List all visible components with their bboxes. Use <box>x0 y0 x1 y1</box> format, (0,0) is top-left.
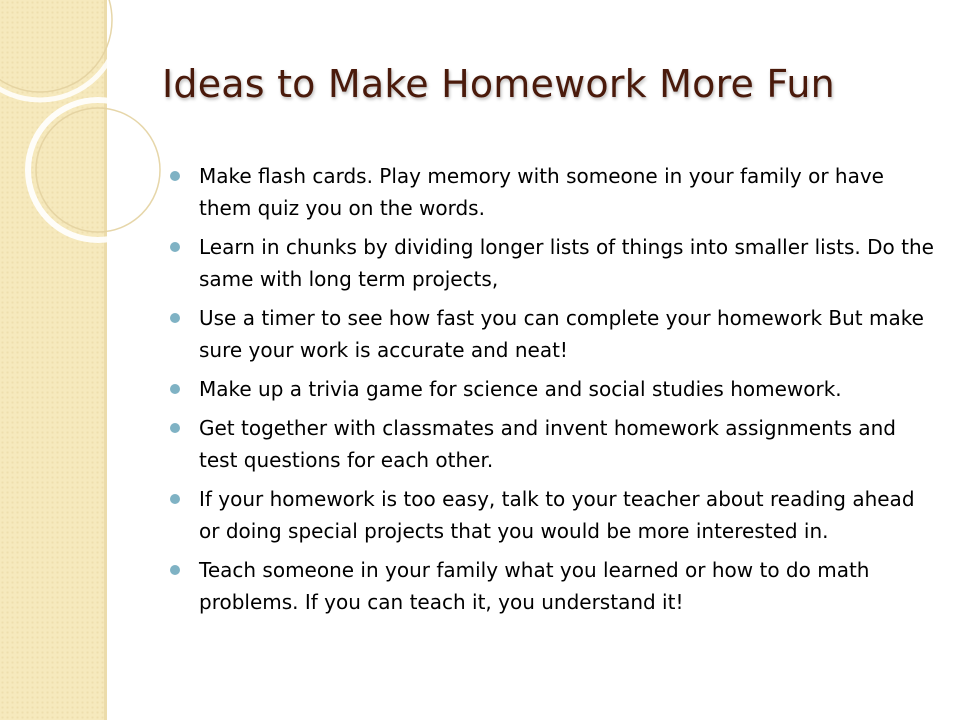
bullet-dot-icon <box>170 313 180 323</box>
list-item <box>170 302 940 366</box>
bullet-text: Make flash cards. Play memory with someone in your family or have them quiz you on the words. <box>199 164 884 220</box>
bullet-list <box>170 160 940 625</box>
bullet-text: If your homework is too easy, talk to your teacher about reading ahead or doing special projects that you would be more interested in. <box>199 487 915 543</box>
list-item <box>170 554 940 618</box>
bullet-text: Use a timer to see how fast you can complete your homework But make sure your work is accurate and neat! <box>199 306 924 362</box>
bullet-dot-icon <box>170 171 180 181</box>
list-item <box>170 231 940 295</box>
bullet-dot-icon <box>170 423 180 433</box>
bullet-dot-icon <box>170 384 180 394</box>
bullet-dot-icon <box>170 242 180 252</box>
bullet-text: Make up a trivia game for science and social studies homework. <box>199 377 842 401</box>
list-item <box>170 412 940 476</box>
list-item <box>170 483 940 547</box>
list-item <box>170 160 940 224</box>
bullet-dot-icon <box>170 494 180 504</box>
bullet-dot-icon <box>170 565 180 575</box>
bullet-text: Learn in chunks by dividing longer lists of things into smaller lists. Do the same with long term projects, <box>199 235 934 291</box>
slide-title: Ideas to Make Homework More Fun <box>162 62 835 106</box>
list-item <box>170 373 940 405</box>
decorative-circles-ornament <box>0 0 180 260</box>
bullet-text: Teach someone in your family what you learned or how to do math problems. If you can teach it, you understand it! <box>199 558 870 614</box>
bullet-text: Get together with classmates and invent homework assignments and test questions for each other. <box>199 416 897 472</box>
